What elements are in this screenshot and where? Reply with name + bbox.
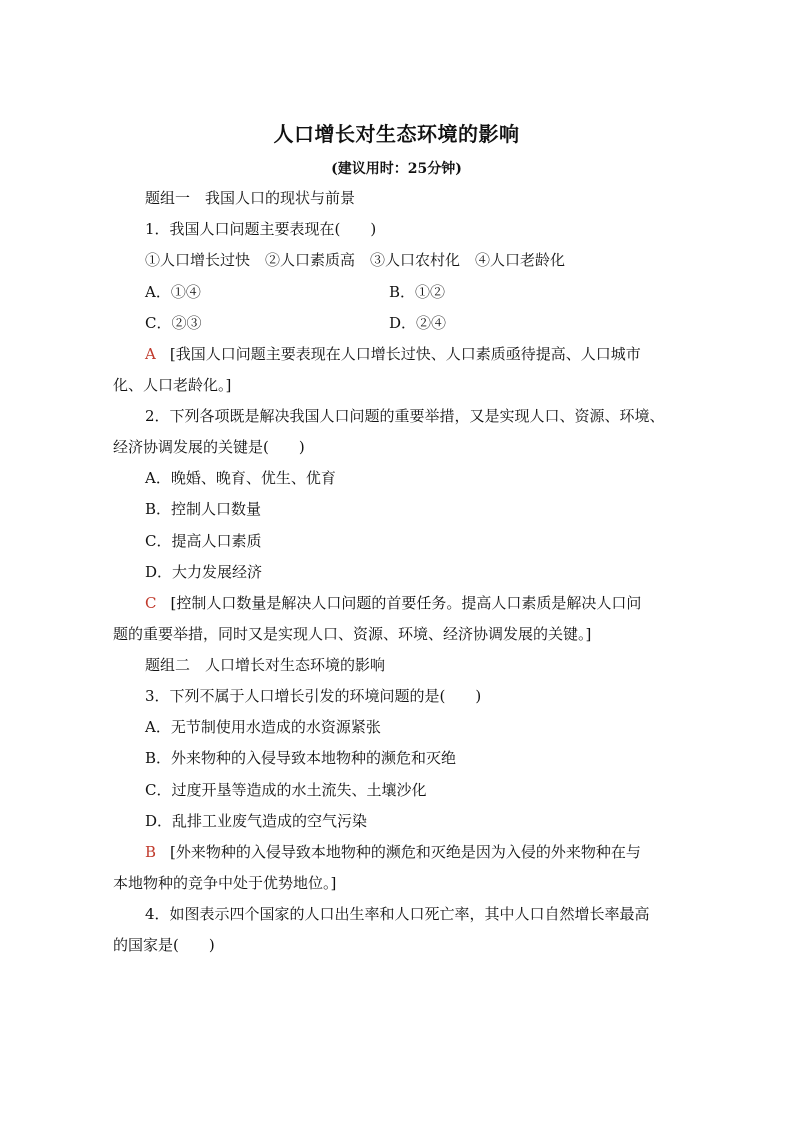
q3-answer: B xyxy=(145,843,157,861)
q3-explanation-cont: 本地物种的竞争中处于优势地位。] xyxy=(113,874,337,892)
group1-heading: 题组一 我国人口的现状与前景 xyxy=(145,189,356,207)
q2-answer: C xyxy=(145,594,157,612)
q2-option-a: A．晚婚、晚育、优生、优育 xyxy=(145,469,336,487)
q4-stem-cont: 的国家是( ) xyxy=(113,936,215,954)
q1-option-b: B．①② xyxy=(389,283,446,301)
q2-option-b: B．控制人口数量 xyxy=(145,500,262,518)
q3-explanation: [外来物种的入侵导致本地物种的濒危和灭绝是因为入侵的外来物种在与 xyxy=(170,843,641,861)
suggested-time: (建议用时：25分钟) xyxy=(331,161,462,177)
q2-stem-cont: 经济协调发展的关键是( ) xyxy=(113,438,305,456)
q4-stem: 4．如图表示四个国家的人口出生率和人口死亡率，其中人口自然增长率最高 xyxy=(145,905,650,923)
group2-heading: 题组二 人口增长对生态环境的影响 xyxy=(145,656,386,674)
q1-stem: 1．我国人口问题主要表现在( ) xyxy=(145,220,377,238)
q2-option-c: C．提高人口素质 xyxy=(145,532,262,550)
q3-option-b: B．外来物种的入侵导致本地物种的濒危和灭绝 xyxy=(145,749,457,767)
q3-answer-line xyxy=(145,842,641,862)
q1-statements: ①人口增长过快 ②人口素质高 ③人口农村化 ④人口老龄化 xyxy=(145,251,566,269)
q1-explanation-cont: 化、人口老龄化。] xyxy=(113,376,232,394)
q1-answer-line xyxy=(145,344,641,364)
q3-stem: 3．下列不属于人口增长引发的环境问题的是( ) xyxy=(145,687,482,705)
q1-answer: A xyxy=(145,345,156,363)
page-title: 人口增长对生态环境的影响 xyxy=(273,122,520,146)
q1-option-a: A．①④ xyxy=(145,283,201,301)
q1-option-c: C．②③ xyxy=(145,314,202,332)
q2-explanation: [控制人口数量是解决人口问题的首要任务。提高人口素质是解决人口问 xyxy=(170,594,642,612)
q2-answer-line xyxy=(145,593,641,613)
q3-option-a: A．无节制使用水造成的水资源紧张 xyxy=(145,718,381,736)
q2-stem: 2．下列各项既是解决我国人口问题的重要举措，又是实现人口、资源、环境、 xyxy=(145,407,665,425)
q3-option-d: D．乱排工业废气造成的空气污染 xyxy=(145,812,368,830)
q1-option-d: D．②④ xyxy=(389,314,447,332)
q2-option-d: D．大力发展经济 xyxy=(145,563,263,581)
q3-option-c: C．过度开垦等造成的水土流失、土壤沙化 xyxy=(145,781,427,799)
q2-explanation-cont: 题的重要举措，同时又是实现人口、资源、环境、经济协调发展的关键。] xyxy=(113,625,592,643)
q1-explanation: [我国人口问题主要表现在人口增长过快、人口素质亟待提高、人口城市 xyxy=(169,345,641,363)
